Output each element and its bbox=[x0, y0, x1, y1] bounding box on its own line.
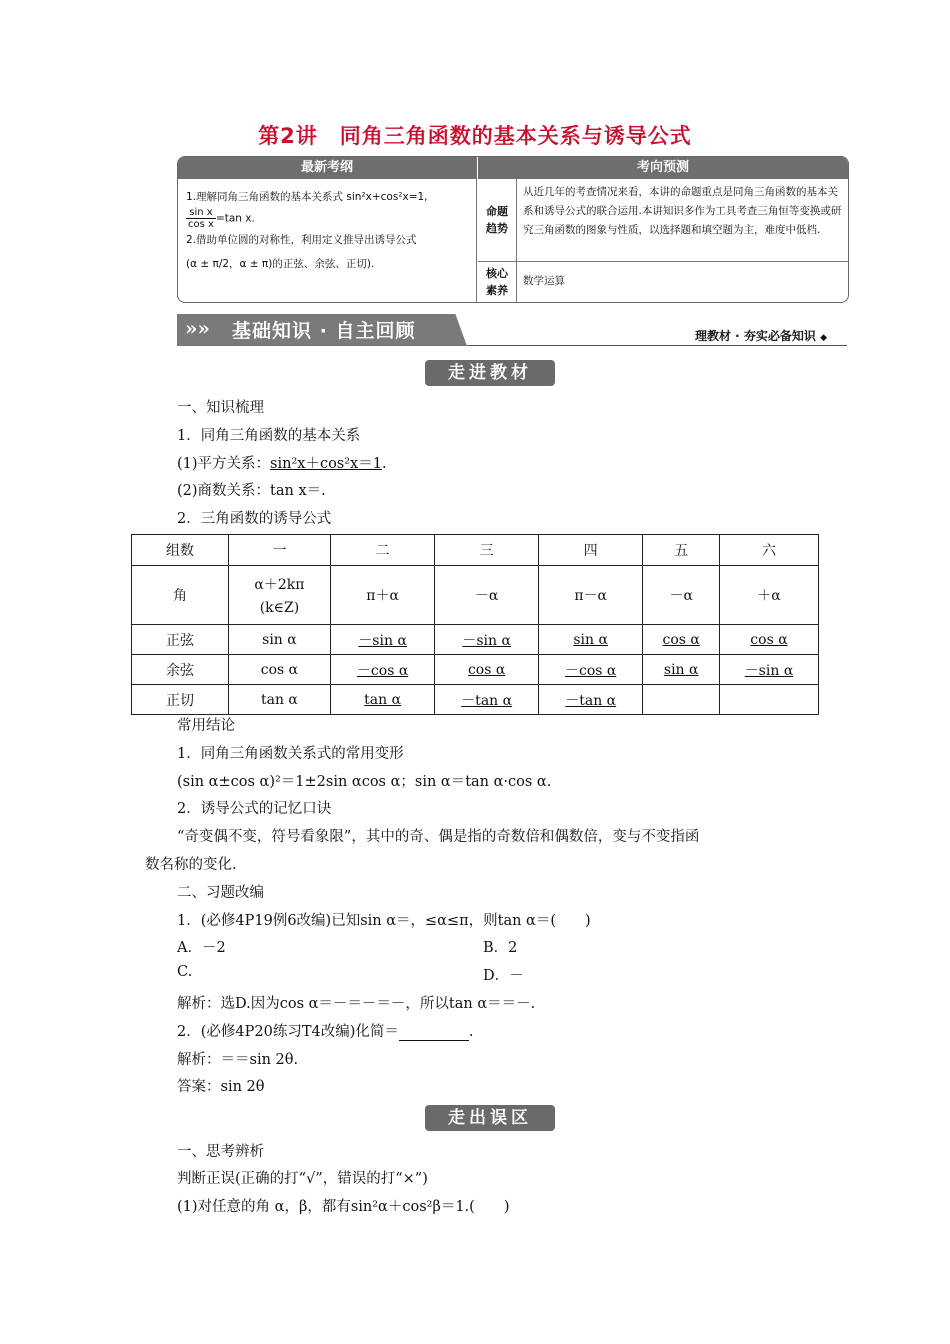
table-header-cell: 四 bbox=[538, 535, 642, 566]
table-header-row bbox=[132, 535, 819, 566]
table-cell: ＋α bbox=[719, 566, 818, 625]
outline-left-content bbox=[186, 187, 471, 274]
table-cell: tan α bbox=[330, 685, 434, 715]
induction-table bbox=[131, 534, 819, 715]
label-trend-a: 命题 bbox=[486, 205, 508, 218]
text-l21: 判断正误(正确的打“√”，错误的打“×”) bbox=[177, 1171, 428, 1187]
text-l1: 一、知识梳理 bbox=[177, 400, 264, 416]
choice-d: D．－ bbox=[483, 968, 524, 984]
table-cell: －α bbox=[435, 566, 539, 625]
table-row-label: 角 bbox=[132, 566, 229, 625]
table-row-label: 余弦 bbox=[132, 655, 229, 685]
outline-left-line2 bbox=[186, 207, 471, 230]
text-l11: 数名称的变化. bbox=[145, 857, 237, 873]
outline-left-line4: (α ± π/2，α ± π)的正弦、余弦、正切). bbox=[186, 258, 375, 270]
fraction-numerator: sin x bbox=[186, 207, 216, 219]
outline-left-line2-tail: =tan x. bbox=[215, 212, 255, 225]
fraction-denominator: cos x bbox=[188, 219, 214, 230]
banner-chevron-icon: »» bbox=[185, 316, 210, 340]
text-l5: 2．三角函数的诱导公式 bbox=[177, 511, 332, 527]
table-cell: －tan α bbox=[435, 685, 539, 715]
table-header-cell: 三 bbox=[435, 535, 539, 566]
page-title: 第2讲 同角三角函数的基本关系与诱导公式 bbox=[258, 124, 692, 148]
table-row-cos bbox=[132, 655, 819, 685]
pill-out-of-errors: 走出误区 bbox=[425, 1105, 555, 1131]
table-cell: －sin α bbox=[435, 625, 539, 655]
angle-line2: (k∈Z) bbox=[259, 600, 300, 616]
text-l17b: . bbox=[468, 1024, 474, 1040]
banner-subtitle bbox=[695, 327, 827, 344]
text-l19: 答案：sin 2θ bbox=[177, 1079, 265, 1095]
outline-label-trend bbox=[478, 203, 516, 237]
text-l13: 1．(必修4P19例6改编)已知sin α＝，≤α≤π，则tan α＝( ) bbox=[177, 913, 591, 929]
table-cell: sin α bbox=[538, 625, 642, 655]
banner-rule bbox=[467, 345, 847, 346]
outline-literacy-text: 数学运算 bbox=[523, 275, 565, 287]
text-l9: 2．诱导公式的记忆口诀 bbox=[177, 801, 332, 817]
outline-trend-text: 从近几年的考查情况来看，本讲的命题重点是同角三角函数的基本关系和诱导公式的联合运用.本讲知识多作为工具考查三角恒等变换或研究三角函数的图象与性质，以选择题和填空题为主，难度中低档. bbox=[523, 186, 842, 236]
text-l2: 1．同角三角函数的基本关系 bbox=[177, 428, 361, 444]
answer-blank bbox=[399, 1026, 469, 1041]
table-header-cell: 六 bbox=[719, 535, 818, 566]
choice-a: A．－2 bbox=[177, 940, 226, 956]
table-header-cell: 五 bbox=[643, 535, 720, 566]
outline-left-header: 最新考纲 bbox=[178, 157, 476, 179]
table-cell: －cos α bbox=[330, 655, 434, 685]
text-l16: 解析：选D.因为cos α＝－＝－＝－，所以tan α＝＝－. bbox=[177, 996, 536, 1012]
table-header-cell: 组数 bbox=[132, 535, 229, 566]
outline-row-divider bbox=[478, 261, 848, 262]
table-cell: cos α bbox=[229, 655, 331, 685]
text-l3b: sin²x＋cos²x＝1 bbox=[270, 456, 382, 472]
table-cell: sin α bbox=[229, 625, 331, 655]
text-l3a: (1)平方关系： bbox=[177, 456, 271, 472]
text-l3c: . bbox=[381, 456, 387, 472]
table-cell: －sin α bbox=[330, 625, 434, 655]
angle-line1: α＋2kπ bbox=[254, 577, 305, 593]
text-l17a: 2．(必修4P20练习T4改编)化简＝ bbox=[177, 1024, 399, 1040]
text-l3 bbox=[177, 452, 387, 473]
text-l6: 常用结论 bbox=[177, 718, 235, 734]
pill-into-textbook: 走进教材 bbox=[425, 360, 555, 386]
outline-fraction bbox=[186, 207, 216, 230]
table-cell: cos α bbox=[643, 625, 720, 655]
outline-box bbox=[177, 156, 849, 303]
label-trend-b: 趋势 bbox=[486, 222, 508, 235]
text-l22: (1)对任意的角 α，β，都有sin²α＋cos²β＝1.( ) bbox=[177, 1199, 510, 1215]
table-cell: cos α bbox=[435, 655, 539, 685]
diamond-icon: ◆ bbox=[820, 333, 828, 343]
table-row-tan bbox=[132, 685, 819, 715]
table-cell bbox=[643, 685, 720, 715]
table-angle-row bbox=[132, 566, 819, 625]
outline-divider bbox=[476, 157, 477, 302]
table-row-label: 正切 bbox=[132, 685, 229, 715]
table-header-cell: 二 bbox=[330, 535, 434, 566]
choice-b: B．2 bbox=[483, 940, 518, 956]
outline-label-divider bbox=[516, 179, 517, 302]
table-cell: －cos α bbox=[538, 655, 642, 685]
text-l7: 1．同角三角函数关系式的常用变形 bbox=[177, 746, 404, 762]
table-cell: －α bbox=[643, 566, 720, 625]
table-row-sin bbox=[132, 625, 819, 655]
table-row-label: 正弦 bbox=[132, 625, 229, 655]
outline-label-literacy bbox=[478, 265, 516, 299]
text-l12: 二、习题改编 bbox=[177, 885, 264, 901]
outline-left-line1: 1.理解同角三角函数的基本关系式 sin²x+cos²x=1, bbox=[186, 191, 428, 203]
text-l17 bbox=[177, 1020, 473, 1041]
text-l20: 一、思考辨析 bbox=[177, 1144, 264, 1160]
table-cell bbox=[229, 566, 331, 625]
table-cell bbox=[719, 685, 818, 715]
outline-right-header: 考向预测 bbox=[478, 157, 848, 179]
text-l4: (2)商数关系：tan x＝. bbox=[177, 483, 326, 499]
table-cell: tan α bbox=[229, 685, 331, 715]
table-header-cell: 一 bbox=[229, 535, 331, 566]
table-cell: sin α bbox=[643, 655, 720, 685]
text-l10: “奇变偶不变，符号看象限”，其中的奇、偶是指的奇数倍和偶数倍，变与不变指函 bbox=[177, 829, 700, 845]
table-cell: cos α bbox=[719, 625, 818, 655]
text-l8: (sin α±cos α)²＝1±2sin αcos α；sin α＝tan α·cos α. bbox=[177, 774, 552, 790]
choice-c: C. bbox=[177, 964, 193, 980]
label-literacy-a: 核心 bbox=[486, 267, 508, 280]
label-literacy-b: 素养 bbox=[486, 284, 508, 297]
outline-left-line3: 2.借助单位圆的对称性，利用定义推导出诱导公式 bbox=[186, 234, 417, 246]
table-cell: －sin α bbox=[719, 655, 818, 685]
text-l18: 解析：＝＝sin 2θ. bbox=[177, 1052, 299, 1068]
table-cell: π－α bbox=[538, 566, 642, 625]
table-cell: －tan α bbox=[538, 685, 642, 715]
banner-subtitle-text: 理教材 · 夯实必备知识 bbox=[695, 329, 816, 343]
banner-title: 基础知识 · 自主回顾 bbox=[232, 320, 416, 342]
table-cell: π＋α bbox=[330, 566, 434, 625]
